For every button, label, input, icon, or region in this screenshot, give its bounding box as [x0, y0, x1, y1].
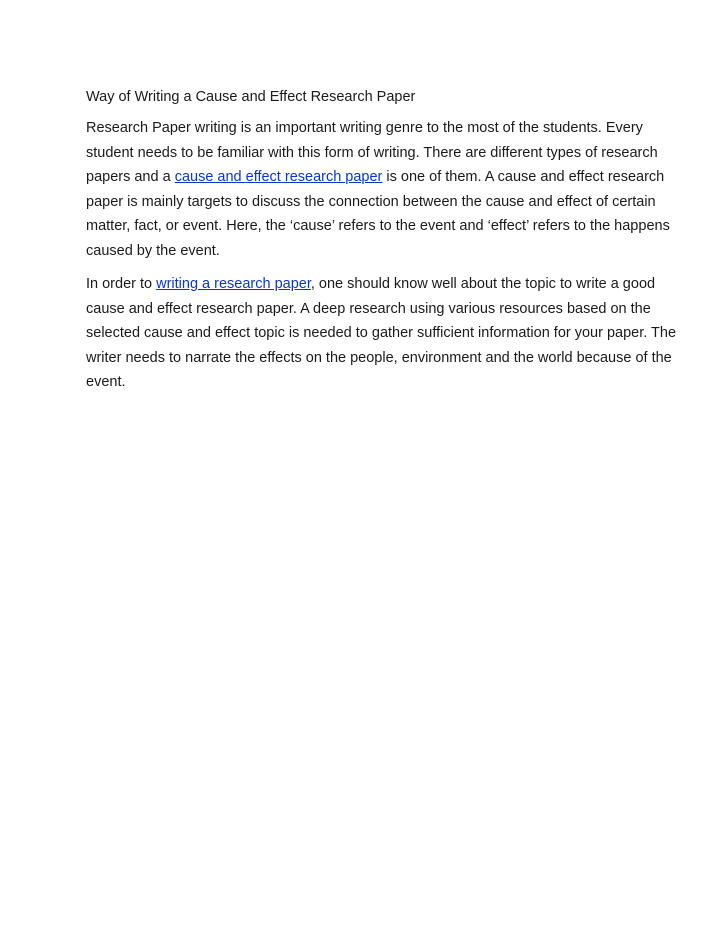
writing-a-research-paper-link[interactable]: writing a research paper [156, 276, 311, 292]
paragraph-2-text-before-link: In order to [86, 276, 157, 292]
document-page [86, 86, 686, 404]
paragraph-2 [86, 272, 686, 395]
cause-and-effect-research-paper-link[interactable]: cause and effect research paper [174, 169, 383, 185]
paragraph-2-text-after-link: , one should know well about the topic to write a good cause and effect research paper. A deep research using various resources based on the selected cause and effect topic is needed to gather sufficient information for your paper. The writer needs to narrate the effects on the people, environment and the world because of the event. [86, 276, 677, 390]
paragraph-1 [86, 116, 686, 263]
paragraph-1-text-before-link: Research Paper writing is an important writing genre to the most of the students. Every student needs to be familiar with this form of writing. There are different types of research papers and a [86, 120, 658, 185]
document-title: Way of Writing a Cause and Effect Research Paper [86, 89, 416, 105]
paragraph-1-text-after-link: is one of them. A cause and effect research paper is mainly targets to discuss the connection between the cause and effect of certain matter, fact, or event. Here, the ‘cause’ refers to the event and ‘effect’ refers to the happens caused by the event. [86, 169, 670, 259]
